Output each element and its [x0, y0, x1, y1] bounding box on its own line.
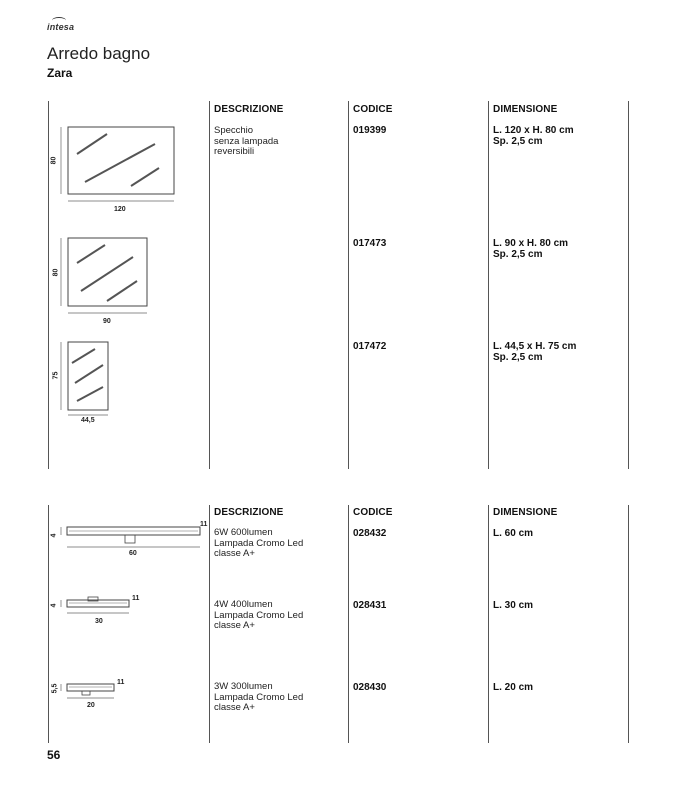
- brand-logo: intesa: [47, 22, 75, 32]
- column-divider: [209, 101, 210, 469]
- product-code: 028431: [353, 600, 387, 611]
- table-border-left: [48, 505, 49, 743]
- lamp-description: 4W 400lumen Lampada Cromo Led classe A+: [214, 599, 304, 631]
- lamp-width-label: 60: [129, 550, 137, 557]
- product-code: 028432: [353, 528, 387, 539]
- product-dimension: L. 60 cm: [493, 528, 534, 539]
- product-dimension: L. 90 x H. 80 cm Sp. 2,5 cm: [493, 238, 569, 260]
- mirror-width-label: 90: [103, 318, 111, 325]
- column-divider: [348, 101, 349, 469]
- header-dimensione: DIMENSIONE: [493, 104, 558, 115]
- mirror-height-label: 80: [52, 268, 60, 277]
- mirror-height-label: 75: [52, 371, 60, 380]
- page-title: Arredo bagno: [47, 44, 151, 63]
- lamp-description: 3W 300lumen Lampada Cromo Led classe A+: [214, 681, 304, 713]
- lamp-description: 6W 600lumen Lampada Cromo Led classe A+: [214, 527, 304, 559]
- table-border-right: [628, 505, 629, 743]
- header-codice: CODICE: [353, 507, 393, 518]
- mirror-44x75-drawing: [55, 337, 115, 419]
- lamp-width-label: 20: [87, 702, 95, 709]
- product-dimension: L. 30 cm: [493, 600, 534, 611]
- product-dimension: L. 20 cm: [493, 682, 534, 693]
- mirror-width-label: 120: [114, 206, 126, 213]
- table-border-right: [628, 101, 629, 469]
- product-code: 028430: [353, 682, 387, 693]
- mirror-90x80-drawing: [55, 233, 155, 323]
- product-dimension: L. 120 x H. 80 cm Sp. 2,5 cm: [493, 125, 574, 147]
- header-descrizione: DESCRIZIONE: [214, 104, 284, 115]
- column-divider: [348, 505, 349, 743]
- product-dimension: L. 44,5 x H. 75 cm Sp. 2,5 cm: [493, 341, 577, 363]
- lamp-depth-label: 11: [200, 521, 208, 528]
- column-divider: [488, 101, 489, 469]
- header-dimensione: DIMENSIONE: [493, 507, 558, 518]
- product-code: 017473: [353, 238, 387, 249]
- lamp-depth-label: 11: [117, 679, 125, 686]
- page-subtitle: Zara: [47, 66, 73, 80]
- column-divider: [488, 505, 489, 743]
- mirror-width-label: 44,5: [81, 417, 95, 424]
- column-divider: [209, 505, 210, 743]
- lamp-height-label: 5,5: [51, 683, 59, 694]
- header-codice: CODICE: [353, 104, 393, 115]
- header-descrizione: DESCRIZIONE: [214, 507, 284, 518]
- mirror-description: Specchio senza lampada reversibili: [214, 125, 279, 157]
- page-number: 56: [47, 748, 61, 762]
- mirror-120x80-drawing: [55, 120, 180, 215]
- table-border-left: [48, 101, 49, 469]
- lamp-height-label: 4: [50, 603, 58, 608]
- product-code: 019399: [353, 125, 387, 136]
- lamp-height-label: 4: [50, 533, 58, 538]
- lamp-depth-label: 11: [132, 595, 140, 602]
- product-code: 017472: [353, 341, 387, 352]
- lamp-width-label: 30: [95, 618, 103, 625]
- mirror-height-label: 80: [50, 156, 58, 165]
